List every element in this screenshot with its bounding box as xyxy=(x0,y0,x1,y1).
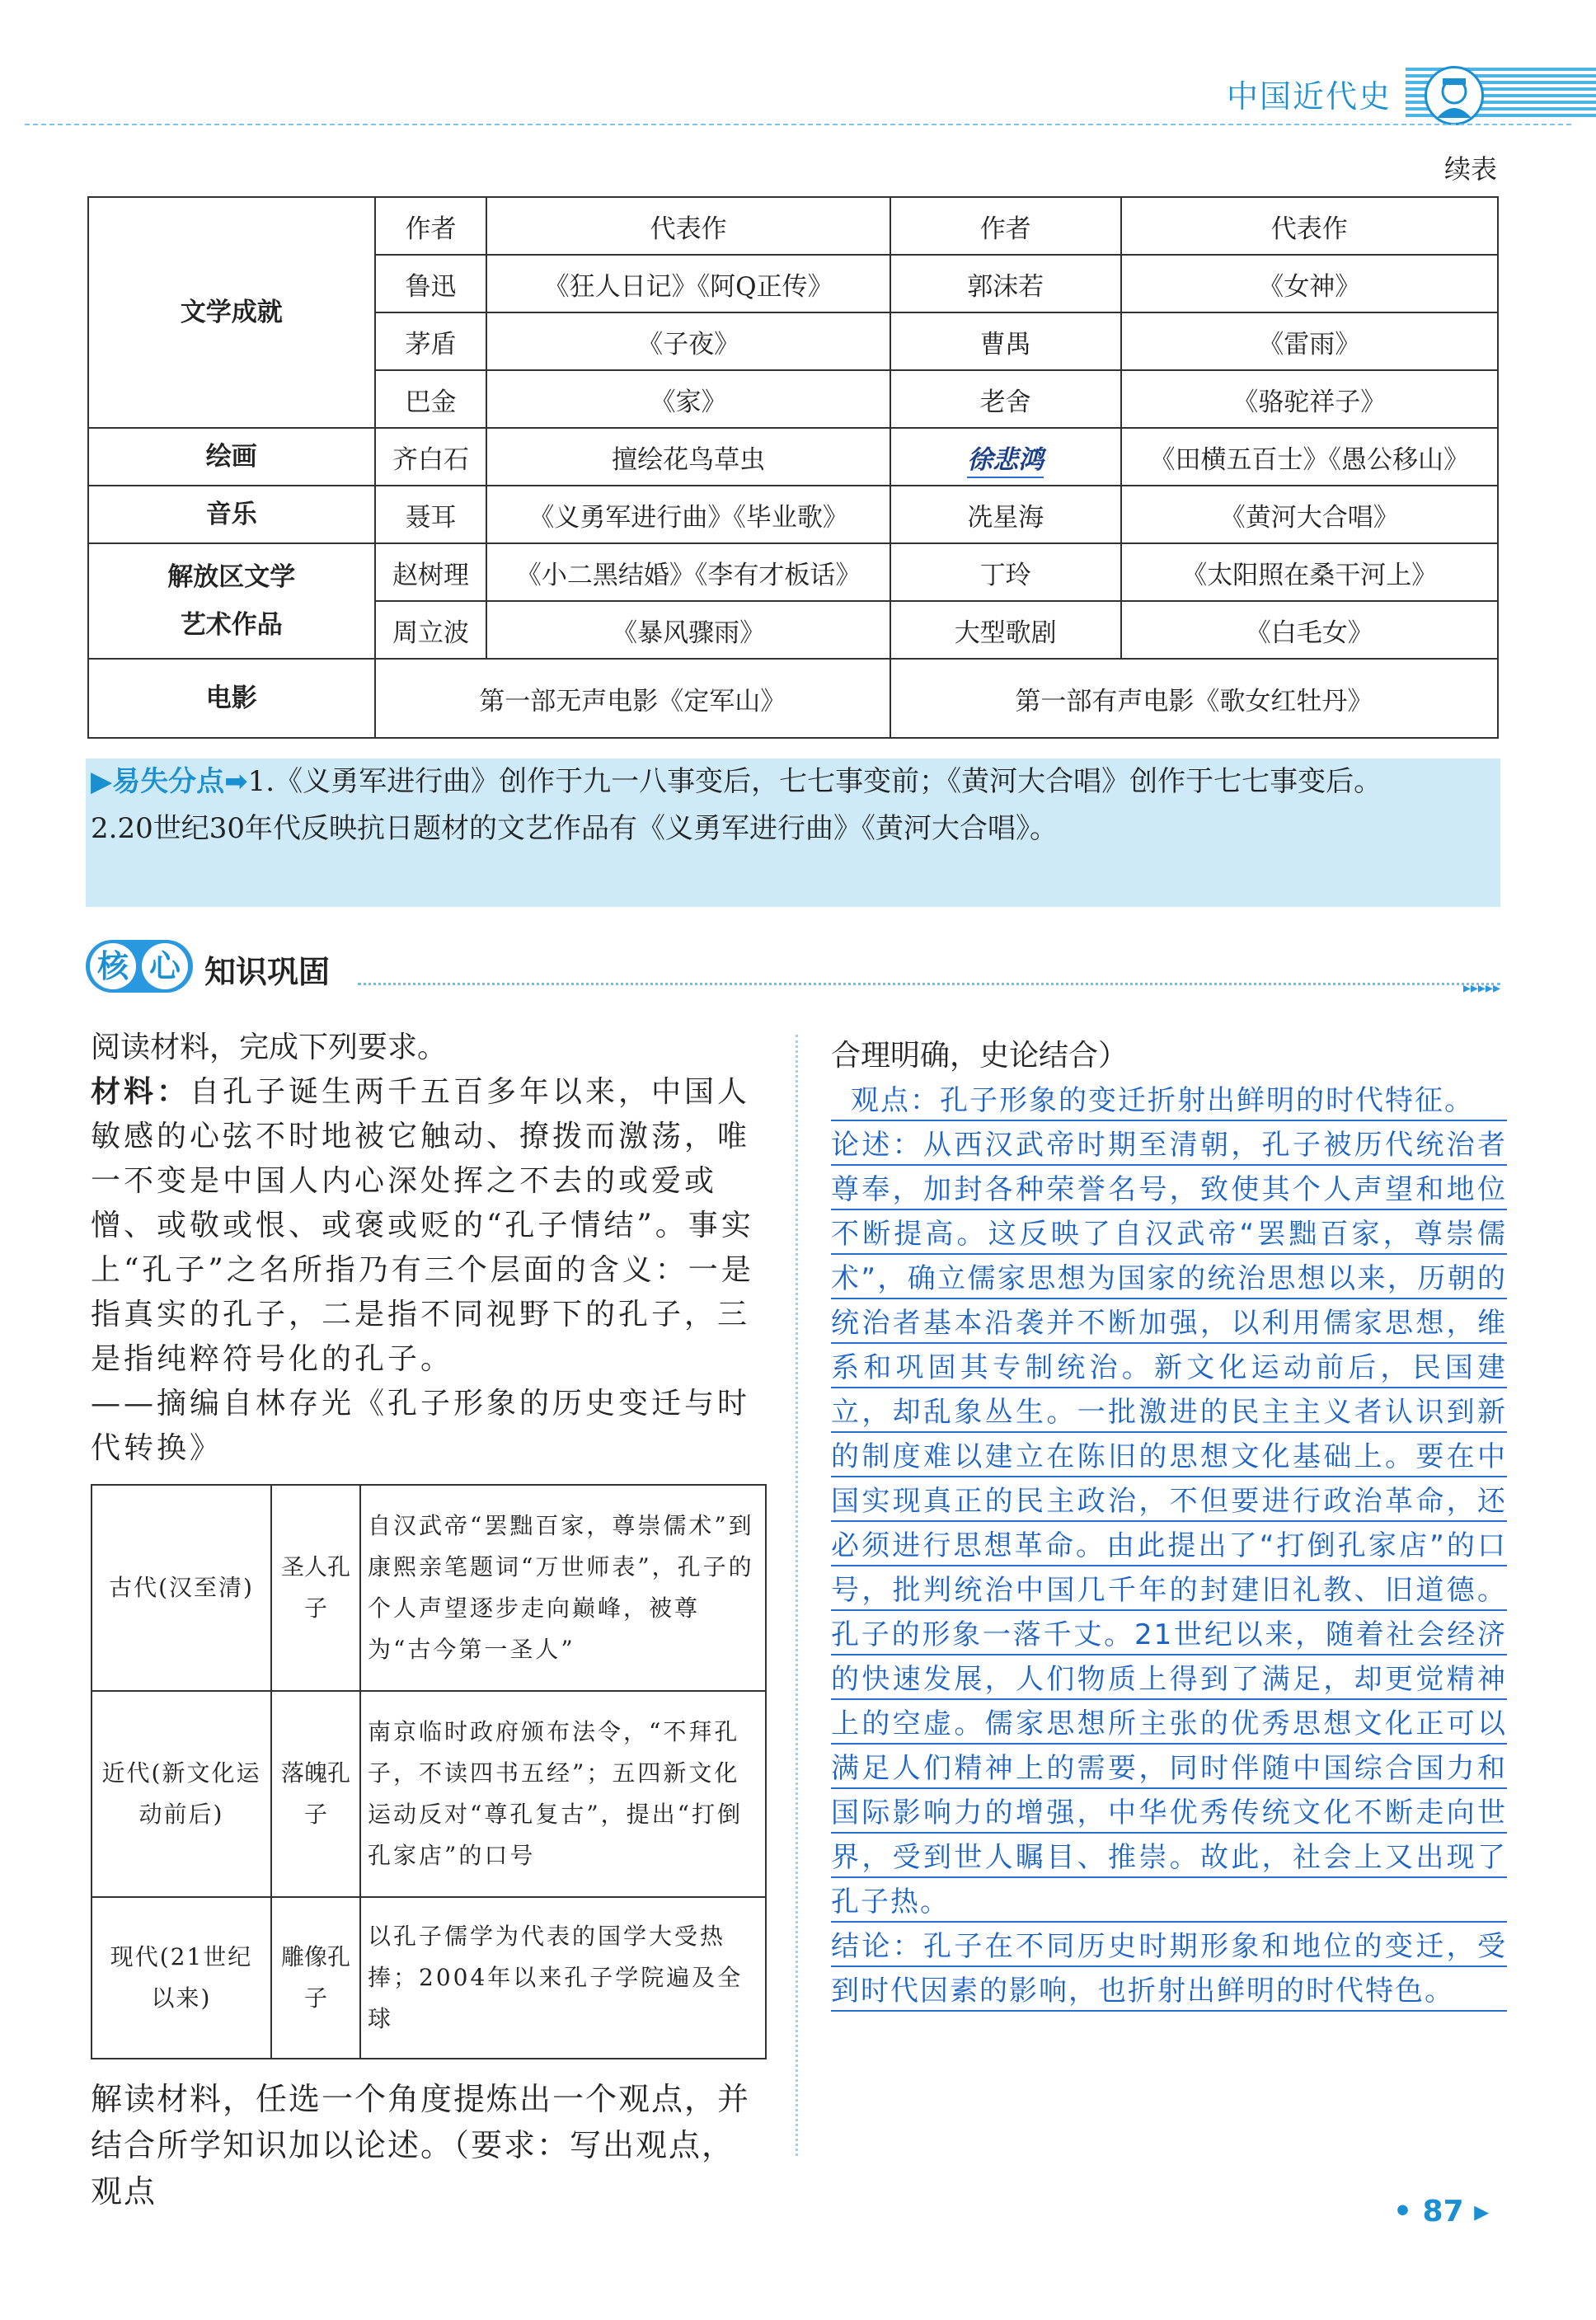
author-cell: 聂耳 xyxy=(375,486,487,543)
table-row xyxy=(88,486,1498,543)
image-cell: 落魄孔子 xyxy=(271,1691,360,1897)
work-cell: 《子夜》 xyxy=(486,312,890,370)
work-cell: 《田横五百士》《愚公移山》 xyxy=(1121,428,1498,486)
header-cell: 作者 xyxy=(375,197,487,255)
section-title: 知识巩固 xyxy=(204,954,331,990)
row-label-liberated-area xyxy=(88,543,375,659)
desc-cell: 自汉武帝“罢黜百家，尊崇儒术”到康熙亲笔题词“万世师表”，孔子的个人声望逐步走向巅峰，被尊为“古今第一圣人” xyxy=(360,1485,766,1691)
section-arrows-icon: ▸▸▸▸▸ xyxy=(1462,979,1500,997)
author-cell: 赵树理 xyxy=(375,543,487,601)
answer-viewpoint: 观点：孔子形象的变迁折射出鲜明的时代特征。 xyxy=(831,1078,1507,1123)
work-cell: 《暴风骤雨》 xyxy=(486,601,890,659)
author-cell: 巴金 xyxy=(375,370,487,428)
header-cell: 作者 xyxy=(890,197,1121,255)
work-cell: 《义勇军进行曲》《毕业歌》 xyxy=(486,486,890,543)
material-source: ——摘编自林存光《孔子形象的历史变迁与时代转换》 xyxy=(91,1387,751,1465)
table-row xyxy=(92,1691,766,1897)
work-cell: 《雷雨》 xyxy=(1121,312,1498,370)
column-divider xyxy=(796,1035,798,2156)
desc-cell: 以孔子儒学为代表的国学大受热捧；2004年以来孔子学院遍及全球 xyxy=(360,1897,766,2059)
work-cell: 《狂人日记》《阿Q正传》 xyxy=(486,255,890,312)
image-cell: 圣人孔子 xyxy=(271,1485,360,1691)
material-label: 材料： xyxy=(91,1075,190,1109)
section-dotted-line xyxy=(358,983,1500,985)
film-cell-right: 第一部有声电影《歌女红牡丹》 xyxy=(890,659,1498,738)
table-row xyxy=(92,1897,766,2059)
confucius-image-table xyxy=(91,1484,767,2059)
author-cell: 老舍 xyxy=(890,370,1121,428)
section-heading xyxy=(86,940,1500,998)
table-row xyxy=(88,428,1498,486)
row-label-literature: 文学成就 xyxy=(88,197,375,428)
header-cell: 代表作 xyxy=(1121,197,1498,255)
film-cell-left: 第一部无声电影《定军山》 xyxy=(375,659,890,738)
work-cell: 《太阳照在桑干河上》 xyxy=(1121,543,1498,601)
material-paragraph xyxy=(91,1070,767,1382)
handwritten-author: 徐悲鸿 xyxy=(967,445,1044,478)
row-label-film: 电影 xyxy=(88,659,375,738)
chapter-title: 中国近代史 xyxy=(1227,78,1392,115)
question-intro: 阅读材料，完成下列要求。 xyxy=(91,1031,448,1064)
era-cell: 现代(21世纪以来) xyxy=(92,1897,271,2059)
table-row xyxy=(92,1485,766,1691)
page-number: • 87 ▸ xyxy=(1393,2195,1490,2228)
era-cell: 古代(汉至清) xyxy=(92,1485,271,1691)
question-requirement xyxy=(91,2076,767,2214)
handwritten-author-cell xyxy=(890,428,1121,486)
work-cell: 擅绘花鸟草虫 xyxy=(486,428,890,486)
question-column xyxy=(91,1026,767,1471)
row-label-painting: 绘画 xyxy=(88,428,375,486)
work-cell: 《黄河大合唱》 xyxy=(1121,486,1498,543)
notice-line-2: 2.20世纪30年代反映抗日题材的文艺作品有《义勇军进行曲》《黄河大合唱》。 xyxy=(91,812,1058,845)
section-char: 核 xyxy=(90,943,136,989)
row-label-line: 解放区文学 xyxy=(167,562,296,592)
answer-column xyxy=(831,1034,1507,2013)
row-label-music: 音乐 xyxy=(88,486,375,543)
image-cell: 雕像孔子 xyxy=(271,1897,360,2059)
row-label-line: 艺术作品 xyxy=(180,610,283,640)
requirement-continued: 合理明确，史论结合） xyxy=(831,1039,1129,1073)
author-cell: 曹禺 xyxy=(890,312,1121,370)
answer-conclusion: 结论：孔子在不同历史时期形象和地位的变迁，受到时代因素的影响，也折射出鲜明的时代特色。 xyxy=(831,1924,1507,2013)
author-cell: 茅盾 xyxy=(375,312,487,370)
author-cell: 大型歌剧 xyxy=(890,601,1121,659)
answer-argument: 论述：从西汉武帝时期至清朝，孔子被历代统治者尊奉，加封各种荣誉名号，致使其个人声望和地位不断提高。这反映了自汉武帝“罢黜百家，尊崇儒术”，确立儒家思想为国家的统治思想以来，历朝的统治者基本沿袭并不断加强，以利用儒家思想，维系和巩固其专制统治。新文化运动前后，民国建立，却乱象丛生。一批激进的民主主义者认识到新的制度难以建立在陈旧的思想文化基础上。要在中国实现真正的民主政治，不但要进行政治革命，还必须进行思想革命。由此提出了“打倒孔家店”的口号，批判统治中国几千年的封建旧礼教、旧道德。孔子的形象一落千丈。21世纪以来，随着社会经济的快速发展，人们物质上得到了满足，却更觉精神上的空虚。儒家思想所主张的优秀思想文化正可以满足人们精神上的需要，同时伴随中国综合国力和国际影响力的增强，中华优秀传统文化不断走向世界，受到世人瞩目、推崇。故此，社会上又出现了孔子热。 xyxy=(831,1123,1507,1924)
work-cell: 《小二黑结婚》《李有才板话》 xyxy=(486,543,890,601)
table-row xyxy=(88,543,1498,601)
work-cell: 《白毛女》 xyxy=(1121,601,1498,659)
notice-line-1 xyxy=(86,758,1500,805)
easy-mistake-tag: ▶易失分点➡ xyxy=(91,765,248,798)
era-cell: 近代(新文化运动前后) xyxy=(92,1691,271,1897)
author-cell: 周立波 xyxy=(375,601,487,659)
table-row xyxy=(88,659,1498,738)
section-char: 心 xyxy=(142,943,188,989)
continued-label: 续表 xyxy=(1443,153,1497,185)
easy-mistake-box xyxy=(86,758,1500,907)
material-text: 自孔子诞生两千五百多年以来，中国人敏感的心弦不时地被它触动、撩拨而激荡，唯一不变是中国人内心深处挥之不去的或爱或憎、或敬或恨、或褒或贬的“孔子情结”。事实上“孔子”之名所指乃有三个层面的含义：一是指真实的孔子，二是指不同视野下的孔子，三是指纯粹符号化的孔子。 xyxy=(91,1075,754,1376)
student-avatar-icon xyxy=(1425,66,1484,125)
header-divider xyxy=(25,124,1571,125)
header-cell: 代表作 xyxy=(486,197,890,255)
author-cell: 鲁迅 xyxy=(375,255,487,312)
author-cell: 郭沫若 xyxy=(890,255,1121,312)
author-cell: 冼星海 xyxy=(890,486,1121,543)
work-cell: 《家》 xyxy=(486,370,890,428)
desc-cell: 南京临时政府颁布法令，“不拜孔子，不读四书五经”；五四新文化运动反对“尊孔复古”，提出“打倒孔家店”的口号 xyxy=(360,1691,766,1897)
requirement-text: 解读材料，任选一个角度提炼出一个观点，并结合所学知识加以论述。（要求：写出观点，观点 xyxy=(91,2081,751,2210)
table-row xyxy=(88,197,1498,255)
author-cell: 丁玲 xyxy=(890,543,1121,601)
author-cell: 齐白石 xyxy=(375,428,487,486)
work-cell: 《骆驼祥子》 xyxy=(1121,370,1498,428)
culture-achievements-table xyxy=(87,196,1499,739)
notice-text-1: 1.《义勇军进行曲》创作于九一八事变后，七七事变前；《黄河大合唱》创作于七七事变后。 xyxy=(247,765,1382,798)
work-cell: 《女神》 xyxy=(1121,255,1498,312)
